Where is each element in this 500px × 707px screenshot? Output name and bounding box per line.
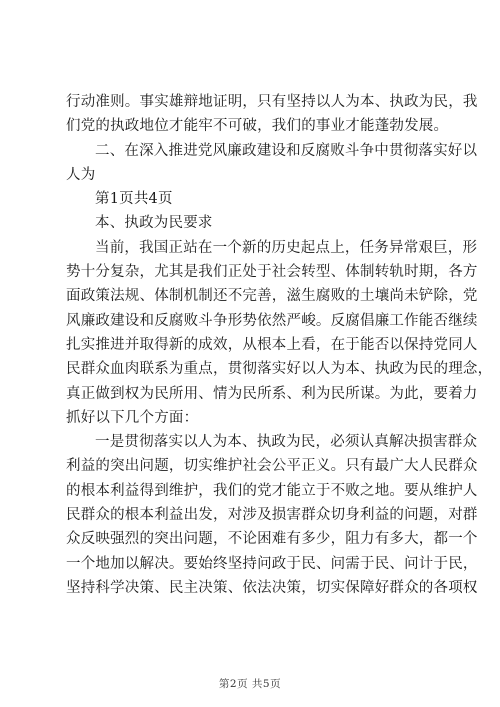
text-line: 利益的突出问题，切实维护社会公平正义。只有最广大人民群众 xyxy=(66,458,478,475)
section-heading-continued: 人为 xyxy=(66,166,96,183)
text-line: 抓好以下几个方面： xyxy=(66,409,199,426)
text-line: 本、执政为民要求 xyxy=(95,215,213,232)
paragraph-start: 当前，我国正站在一个新的历史起点上，任务异常艰巨，形 xyxy=(95,239,478,256)
page-footer: 第2页 共5页 xyxy=(218,678,282,690)
text-line: 面政策法规、体制机制还不完善，滋生腐败的土壤尚未铲除，党 xyxy=(66,288,478,305)
text-line: 风廉政建设和反腐败斗争形势依然严峻。反腐倡廉工作能否继续 xyxy=(66,312,478,329)
text-line: 一个地加以解决。要始终坚持问政于民、问需于民、问计于民， xyxy=(66,555,478,572)
text-line: 民群众的根本利益出发，对涉及损害群众切身利益的问题，对群 xyxy=(66,507,478,524)
text-line: 们党的执政地位才能牢不可破，我们的事业才能蓬勃发展。 xyxy=(66,118,449,135)
paragraph-start: 一是贯彻落实以人为本、执政为民，必须认真解决损害群众 xyxy=(95,434,478,451)
inline-page-marker: 第1页共4页 xyxy=(95,191,173,208)
text-line: 行动准则。事实雄辩地证明，只有坚持以人为本、执政为民，我 xyxy=(66,94,478,110)
text-line: 扎实推进并取得新的成效，从根本上看，在于能否以保持党同人 xyxy=(66,336,478,353)
text-line: 真正做到权为民所用、情为民所系、利为民所谋。为此，要着力 xyxy=(66,385,478,402)
text-line: 众反映强烈的突出问题，不论困难有多少，阻力有多大，都一个 xyxy=(66,531,478,548)
text-line: 民群众血肉联系为重点，贯彻落实好以人为本、执政为民的理念， xyxy=(66,361,493,378)
document-body xyxy=(66,90,493,600)
section-heading: 二、在深入推进党风廉政建设和反腐败斗争中贯彻落实好以 xyxy=(95,142,478,159)
text-line: 坚持科学决策、民主决策、依法决策，切实保障好群众的各项权 xyxy=(66,579,478,596)
text-line: 势十分复杂，尤其是我们正处于社会转型、体制转轨时期，各方 xyxy=(66,264,478,281)
text-line: 的根本利益得到维护，我们的党才能立于不败之地。要从维护人 xyxy=(66,482,478,499)
